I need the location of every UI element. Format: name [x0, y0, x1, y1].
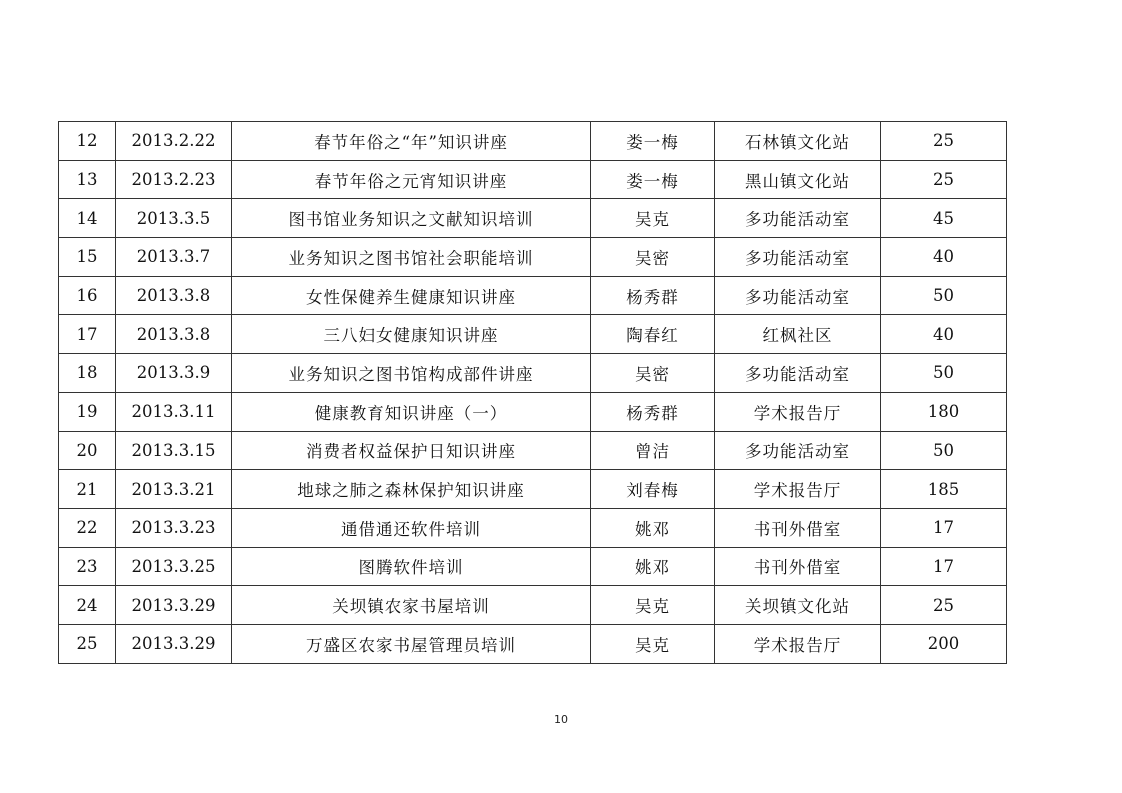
- cell-title: 通借通还软件培训: [232, 508, 591, 547]
- cell-number: 21: [59, 470, 116, 509]
- cell-date: 2013.3.15: [116, 431, 232, 470]
- cell-speaker: 吴克: [591, 586, 715, 625]
- cell-speaker: 吴克: [591, 199, 715, 238]
- cell-venue: 书刊外借室: [715, 508, 881, 547]
- cell-speaker: 曾洁: [591, 431, 715, 470]
- cell-title: 春节年俗之“年”知识讲座: [232, 122, 591, 161]
- page-number: 10: [554, 713, 568, 726]
- table-row: [59, 315, 1007, 354]
- cell-attendance: 50: [881, 276, 1007, 315]
- table-row: [59, 122, 1007, 161]
- table-row: [59, 547, 1007, 586]
- cell-speaker: 吴密: [591, 238, 715, 277]
- table-row: [59, 160, 1007, 199]
- cell-title: 万盛区农家书屋管理员培训: [232, 624, 591, 663]
- cell-date: 2013.3.11: [116, 392, 232, 431]
- cell-venue: 书刊外借室: [715, 547, 881, 586]
- cell-speaker: 陶春红: [591, 315, 715, 354]
- cell-attendance: 25: [881, 586, 1007, 625]
- cell-speaker: 刘春梅: [591, 470, 715, 509]
- cell-attendance: 40: [881, 238, 1007, 277]
- cell-date: 2013.3.29: [116, 586, 232, 625]
- cell-venue: 学术报告厅: [715, 392, 881, 431]
- cell-number: 14: [59, 199, 116, 238]
- table-row: [59, 392, 1007, 431]
- table-row: [59, 354, 1007, 393]
- cell-number: 18: [59, 354, 116, 393]
- cell-title: 健康教育知识讲座（一）: [232, 392, 591, 431]
- cell-number: 12: [59, 122, 116, 161]
- table-row: [59, 276, 1007, 315]
- cell-attendance: 17: [881, 508, 1007, 547]
- cell-number: 16: [59, 276, 116, 315]
- cell-attendance: 17: [881, 547, 1007, 586]
- cell-venue: 关坝镇文化站: [715, 586, 881, 625]
- cell-title: 业务知识之图书馆社会职能培训: [232, 238, 591, 277]
- cell-number: 24: [59, 586, 116, 625]
- cell-date: 2013.3.29: [116, 624, 232, 663]
- table-row: [59, 586, 1007, 625]
- cell-venue: 学术报告厅: [715, 470, 881, 509]
- cell-title: 女性保健养生健康知识讲座: [232, 276, 591, 315]
- cell-speaker: 吴密: [591, 354, 715, 393]
- cell-title: 图书馆业务知识之文献知识培训: [232, 199, 591, 238]
- events-table: [58, 121, 1007, 664]
- cell-venue: 红枫社区: [715, 315, 881, 354]
- cell-attendance: 25: [881, 122, 1007, 161]
- cell-venue: 多功能活动室: [715, 276, 881, 315]
- cell-venue: 多功能活动室: [715, 238, 881, 277]
- cell-title: 地球之肺之森林保护知识讲座: [232, 470, 591, 509]
- cell-attendance: 50: [881, 431, 1007, 470]
- cell-speaker: 娄一梅: [591, 160, 715, 199]
- cell-date: 2013.3.5: [116, 199, 232, 238]
- table-row: [59, 238, 1007, 277]
- cell-number: 22: [59, 508, 116, 547]
- table-row: [59, 470, 1007, 509]
- cell-date: 2013.3.7: [116, 238, 232, 277]
- cell-date: 2013.2.23: [116, 160, 232, 199]
- cell-title: 业务知识之图书馆构成部件讲座: [232, 354, 591, 393]
- cell-title: 三八妇女健康知识讲座: [232, 315, 591, 354]
- table-row: [59, 624, 1007, 663]
- cell-date: 2013.3.8: [116, 276, 232, 315]
- table-row: [59, 199, 1007, 238]
- table-body: [59, 122, 1007, 664]
- cell-attendance: 40: [881, 315, 1007, 354]
- cell-title: 图腾软件培训: [232, 547, 591, 586]
- cell-venue: 多功能活动室: [715, 431, 881, 470]
- cell-venue: 多功能活动室: [715, 354, 881, 393]
- cell-number: 13: [59, 160, 116, 199]
- cell-date: 2013.2.22: [116, 122, 232, 161]
- cell-title: 消费者权益保护日知识讲座: [232, 431, 591, 470]
- cell-attendance: 200: [881, 624, 1007, 663]
- table-row: [59, 431, 1007, 470]
- cell-attendance: 50: [881, 354, 1007, 393]
- cell-speaker: 吴克: [591, 624, 715, 663]
- cell-venue: 多功能活动室: [715, 199, 881, 238]
- cell-number: 15: [59, 238, 116, 277]
- cell-venue: 学术报告厅: [715, 624, 881, 663]
- cell-title: 春节年俗之元宵知识讲座: [232, 160, 591, 199]
- cell-date: 2013.3.21: [116, 470, 232, 509]
- cell-speaker: 姚邓: [591, 508, 715, 547]
- cell-speaker: 杨秀群: [591, 392, 715, 431]
- cell-venue: 石林镇文化站: [715, 122, 881, 161]
- cell-number: 17: [59, 315, 116, 354]
- cell-date: 2013.3.9: [116, 354, 232, 393]
- table-row: [59, 508, 1007, 547]
- cell-attendance: 25: [881, 160, 1007, 199]
- cell-date: 2013.3.25: [116, 547, 232, 586]
- cell-date: 2013.3.23: [116, 508, 232, 547]
- cell-number: 23: [59, 547, 116, 586]
- cell-speaker: 娄一梅: [591, 122, 715, 161]
- cell-venue: 黑山镇文化站: [715, 160, 881, 199]
- cell-title: 关坝镇农家书屋培训: [232, 586, 591, 625]
- cell-attendance: 185: [881, 470, 1007, 509]
- cell-date: 2013.3.8: [116, 315, 232, 354]
- cell-attendance: 180: [881, 392, 1007, 431]
- cell-speaker: 杨秀群: [591, 276, 715, 315]
- cell-number: 19: [59, 392, 116, 431]
- cell-number: 20: [59, 431, 116, 470]
- cell-speaker: 姚邓: [591, 547, 715, 586]
- cell-attendance: 45: [881, 199, 1007, 238]
- cell-number: 25: [59, 624, 116, 663]
